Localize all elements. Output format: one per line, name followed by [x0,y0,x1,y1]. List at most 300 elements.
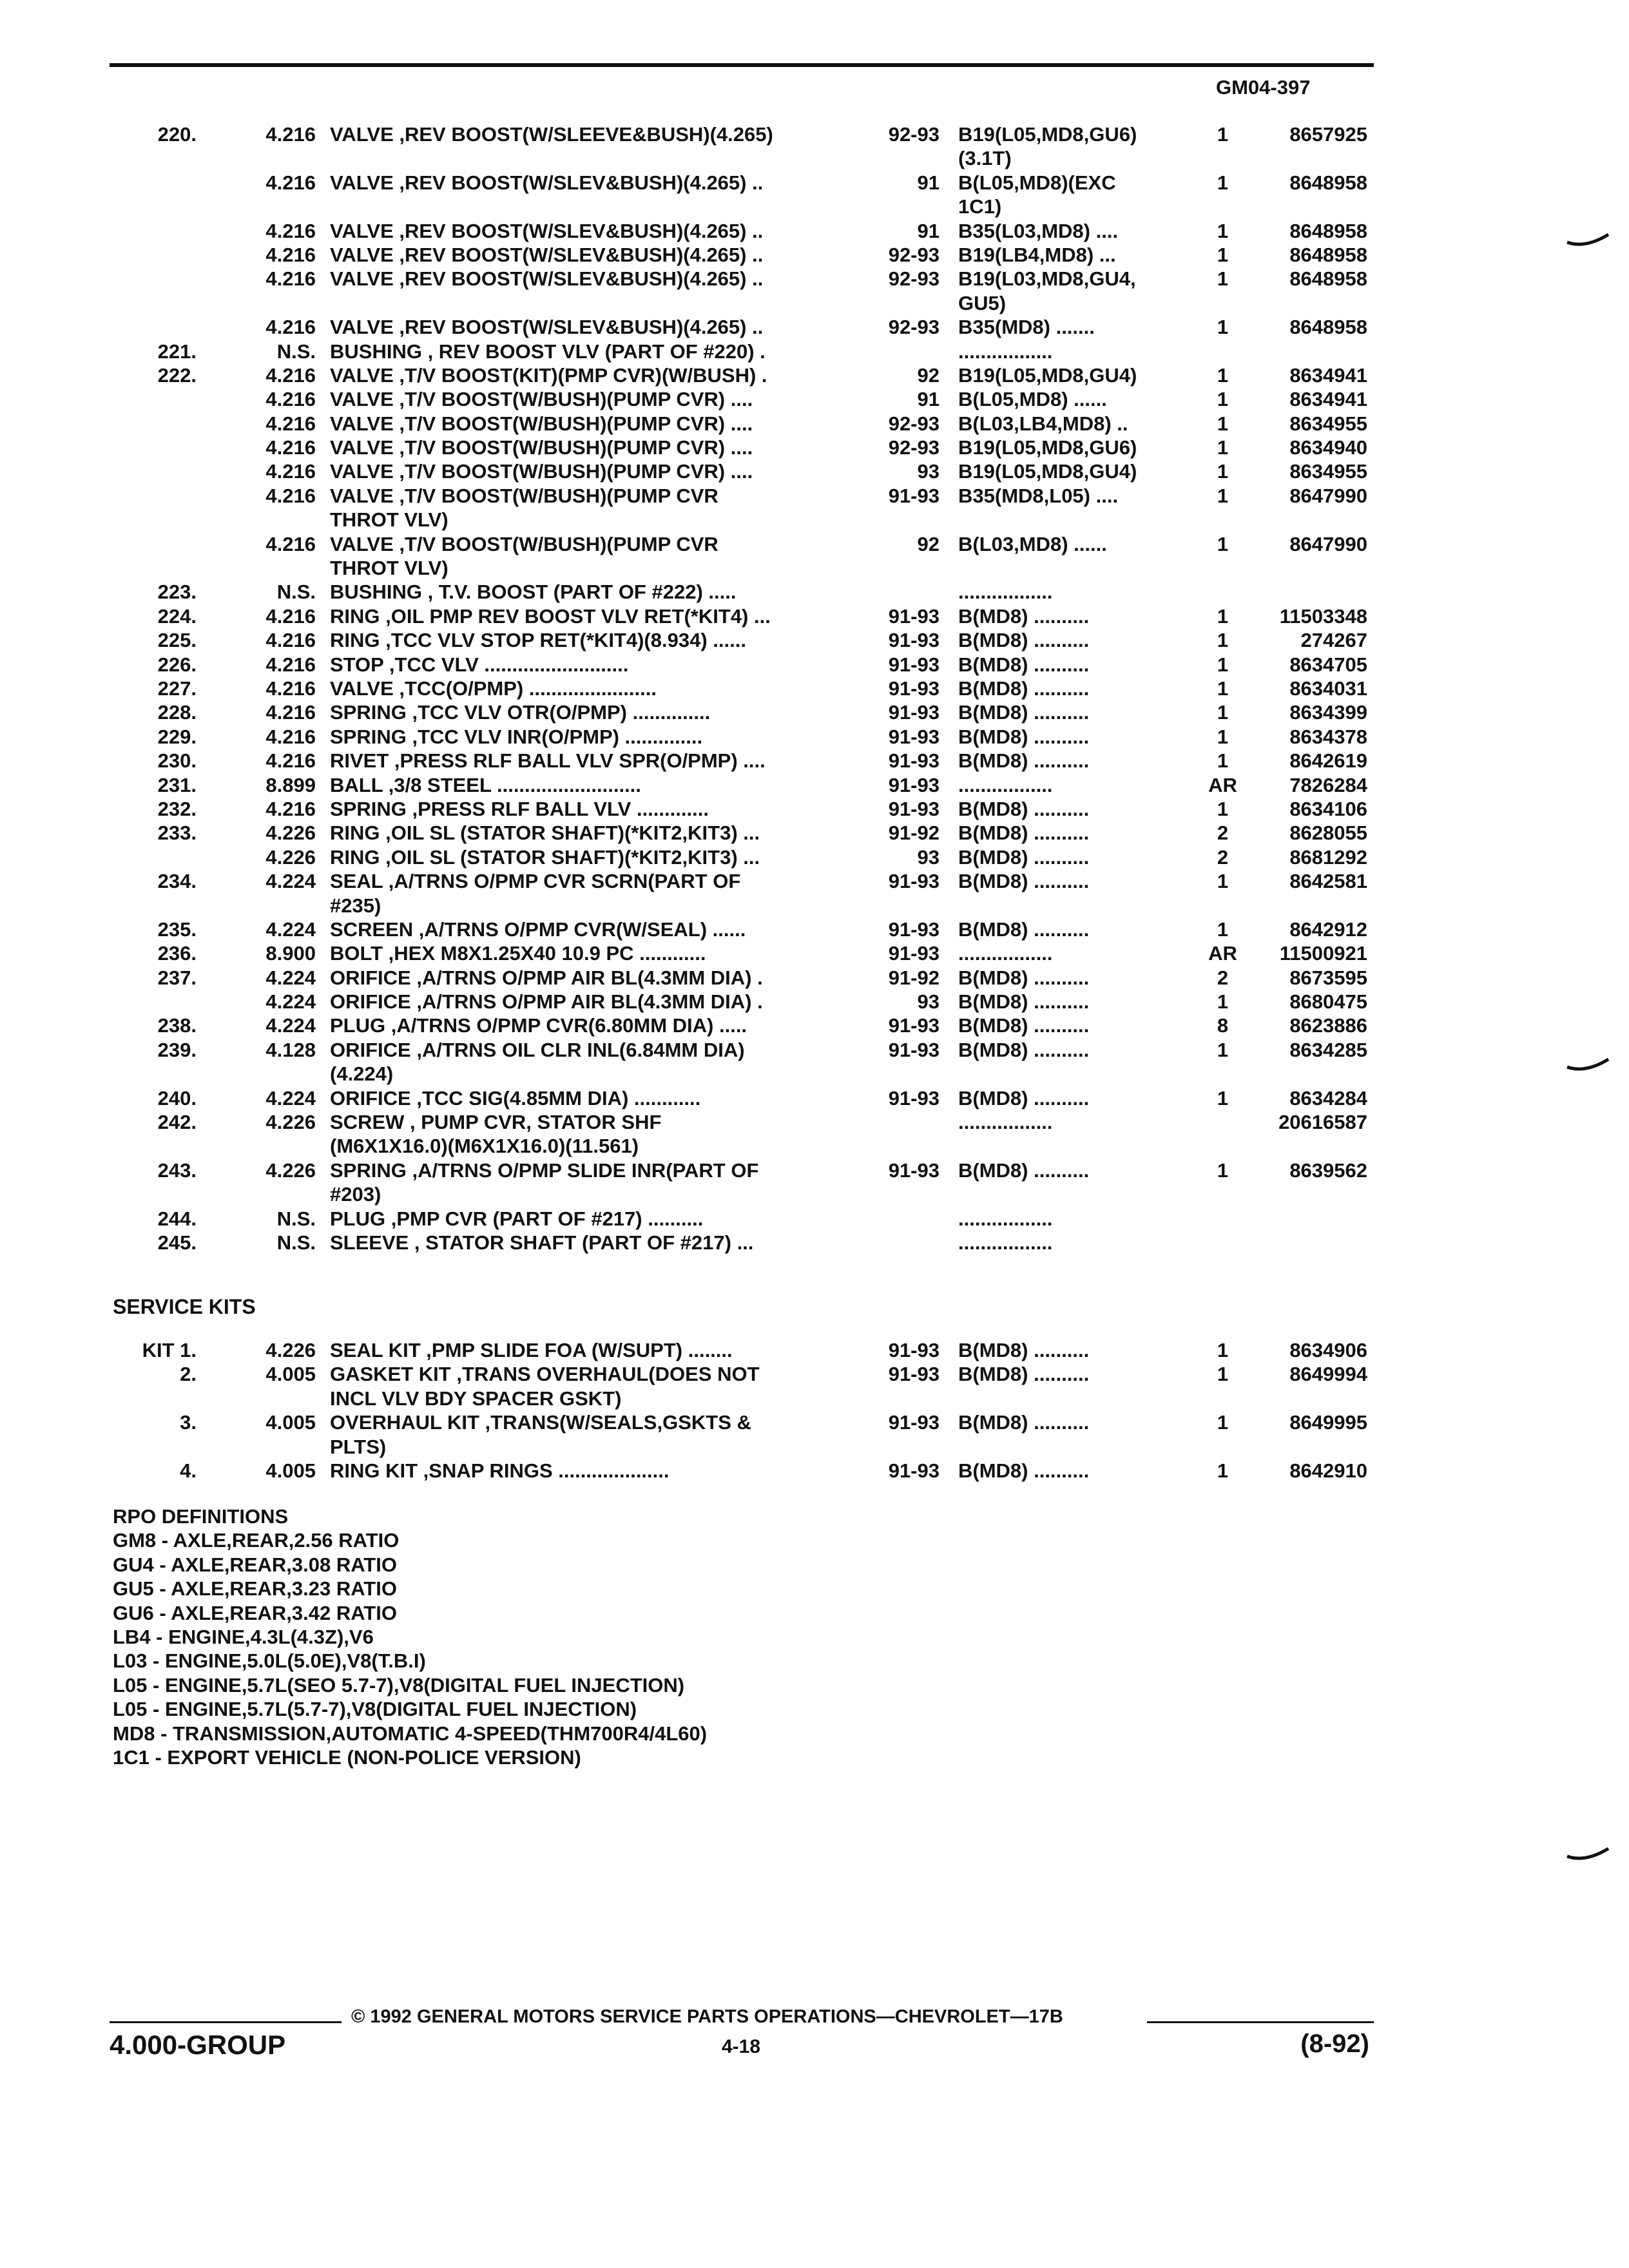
part-number: 8647990 [1289,532,1367,555]
quantity: 2 [1217,822,1229,845]
application: ................. [958,1111,1053,1134]
application: B(L05,MD8) ...... [958,388,1107,411]
table-row [0,315,1629,339]
model-years: 91-93 [888,1014,940,1037]
ref-number: 236. [157,942,197,965]
table-row [0,941,1629,965]
quantity: 1 [1217,653,1229,676]
part-number: 8642581 [1289,870,1367,893]
application: B(L05,MD8)(EXC [958,171,1116,194]
rpo-item: GU5 - AXLE,REAR,3.23 RATIO [113,1577,397,1600]
table-row [0,604,1629,628]
description: SPRING ,A/TRNS O/PMP SLIDE INR(PART OF [330,1158,759,1182]
group-number: 4.216 [265,363,316,387]
part-number: 11503348 [1279,604,1367,628]
part-number: 8623886 [1289,1014,1367,1037]
ref-number: 4. [180,1459,197,1482]
group-number: N.S. [276,1207,316,1230]
quantity: 1 [1217,1459,1229,1482]
group-number: 4.226 [265,1111,316,1134]
application: B(MD8) .......... [958,1459,1090,1482]
table-row [0,797,1629,821]
description: VALVE ,T/V BOOST(KIT)(PMP CVR)(W/BUSH) . [330,363,767,387]
application: B(MD8) .......... [958,966,1090,989]
application: B(MD8) .......... [958,918,1090,941]
table-row [0,845,1629,869]
description: (4.224) [330,1062,394,1086]
margin-tick-mark [1566,232,1611,251]
model-years: 91-93 [888,1086,940,1110]
part-number: 8634031 [1289,677,1367,700]
model-years: 93 [917,460,940,483]
group-number: 4.216 [265,267,316,291]
description: SCREEN ,A/TRNS O/PMP CVR(W/SEAL) ...... [330,918,746,941]
application: B(MD8) .......... [958,604,1090,628]
model-years: 91-92 [888,966,940,989]
ref-number: 227. [157,677,197,700]
group-number: 4.216 [265,725,316,748]
application: ................. [958,773,1053,796]
application: B(MD8) .......... [958,677,1090,700]
model-years: 91-93 [888,918,940,941]
table-row [0,1110,1629,1134]
application: B19(L05,MD8,GU4) [958,460,1137,483]
ref-number: 2. [180,1363,197,1386]
group-number: 4.005 [265,1459,316,1482]
model-years: 91-93 [888,1411,940,1434]
part-number: 8634941 [1289,363,1367,387]
description: SPRING ,PRESS RLF BALL VLV ............. [330,797,709,820]
group-number: 4.216 [265,219,316,242]
ref-number: 228. [157,701,197,724]
quantity: 1 [1217,725,1229,748]
footer-date: (8-92) [1300,2030,1369,2058]
ref-number: 234. [157,870,197,893]
ref-number: 220. [157,123,197,146]
part-number: 8649994 [1289,1363,1367,1386]
description: BUSHING , T.V. BOOST (PART OF #222) ..... [330,581,737,604]
rpo-item: 1C1 - EXPORT VEHICLE (NON-POLICE VERSION) [113,1746,581,1769]
ref-number: 243. [157,1158,197,1182]
table-row [0,412,1629,436]
group-number: 4.005 [265,1411,316,1434]
application: ................. [958,581,1053,604]
group-number: 4.216 [265,123,316,146]
part-number: 8634106 [1289,797,1367,820]
table-row [0,628,1629,652]
table-row [0,1134,1629,1158]
quantity: 1 [1217,436,1229,459]
application: ................. [958,340,1053,363]
group-number: N.S. [276,1231,316,1254]
group-number: 4.216 [265,436,316,459]
table-row [0,243,1629,267]
description: VALVE ,TCC(O/PMP) ....................... [330,677,657,700]
table-row [0,1338,1629,1362]
quantity: 1 [1217,316,1229,339]
description: BALL ,3/8 STEEL .......................... [330,773,641,796]
rpo-item: GU6 - AXLE,REAR,3.42 RATIO [113,1601,397,1624]
table-row [0,363,1629,387]
ref-number: 238. [157,1014,197,1037]
model-years: 91-93 [888,1459,940,1482]
group-number: 4.224 [265,1086,316,1110]
description: THROT VLV) [330,557,448,580]
description: VALVE ,REV BOOST(W/SLEV&BUSH)(4.265) .. [330,171,764,194]
model-years: 92 [917,532,940,555]
rpo-item: GM8 - AXLE,REAR,2.56 RATIO [113,1529,400,1552]
quantity: 2 [1217,966,1229,989]
quantity: 8 [1217,1014,1229,1037]
ref-number: 222. [157,363,197,387]
quantity: 1 [1217,123,1229,146]
group-number: 4.226 [265,1158,316,1182]
rpo-item: L05 - ENGINE,5.7L(5.7-7),V8(DIGITAL FUEL INJECTION) [113,1698,637,1721]
footer-page-number: 4-18 [722,2036,761,2057]
top-rule [110,63,1374,67]
model-years: 91-93 [888,942,940,965]
model-years: 91 [917,388,940,411]
application: ................. [958,942,1053,965]
table-row [0,869,1629,893]
description: RING ,OIL PMP REV BOOST VLV RET(*KIT4) ... [330,604,771,628]
table-row [0,1086,1629,1110]
part-number: 8634955 [1289,412,1367,435]
ref-number: 3. [180,1411,197,1434]
ref-number: 240. [157,1086,197,1110]
description: (M6X1X16.0)(M6X1X16.0)(11.561) [330,1135,639,1158]
application: B(L03,LB4,MD8) .. [958,412,1128,435]
description: RIVET ,PRESS RLF BALL VLV SPR(O/PMP) .... [330,749,766,773]
ref-number: 224. [157,604,197,628]
model-years: 92 [917,363,940,387]
description: STOP ,TCC VLV .......................... [330,653,629,676]
ref-number: 231. [157,773,197,796]
table-row [0,195,1629,218]
table-row [0,146,1629,170]
description: #203) [330,1183,381,1206]
table-row [0,508,1629,532]
description: VALVE ,T/V BOOST(W/BUSH)(PUMP CVR) .... [330,388,753,411]
model-years: 91-93 [888,1038,940,1061]
quantity: 1 [1217,412,1229,435]
quantity: 1 [1217,677,1229,700]
rpo-item: MD8 - TRANSMISSION,AUTOMATIC 4-SPEED(THM700R4/4L60) [113,1722,708,1745]
rpo-title: RPO DEFINITIONS [113,1505,289,1528]
part-number: 8634906 [1289,1339,1367,1361]
application: B(MD8) .......... [958,990,1090,1014]
service-kits-table [0,1338,1629,1483]
description: THROT VLV) [330,508,448,532]
description: VALVE ,REV BOOST(W/SLEEVE&BUSH)(4.265) [330,123,773,146]
group-number: 8.899 [265,773,316,796]
ref-number: 242. [157,1111,197,1134]
description: SEAL ,A/TRNS O/PMP CVR SCRN(PART OF [330,870,741,893]
table-row [0,484,1629,508]
table-row [0,267,1629,291]
table-row [0,1435,1629,1459]
group-number: N.S. [276,340,316,363]
footer-copyright: © 1992 GENERAL MOTORS SERVICE PARTS OPERATIONS—CHEVROLET—17B [351,2006,1063,2027]
application: B19(L03,MD8,GU4, [958,267,1136,291]
table-row [0,1014,1629,1037]
description: ORIFICE ,A/TRNS OIL CLR INL(6.84MM DIA) [330,1038,745,1061]
margin-tick-mark [1566,1057,1611,1076]
application: B(MD8) .......... [958,1411,1090,1434]
quantity: 1 [1217,1086,1229,1110]
quantity: 1 [1217,1339,1229,1361]
part-number: 8634955 [1289,460,1367,483]
group-number: 4.216 [265,532,316,555]
quantity: 1 [1217,701,1229,724]
footer-rule-right [1147,2021,1374,2023]
table-row [0,749,1629,773]
group-number: 8.900 [265,942,316,965]
model-years: 92-93 [888,316,940,339]
description: SPRING ,TCC VLV INR(O/PMP) .............. [330,725,703,748]
rpo-item: L03 - ENGINE,5.0L(5.0E),V8(T.B.I) [113,1649,426,1673]
description: GASKET KIT ,TRANS OVERHAUL(DOES NOT [330,1363,760,1386]
part-number: 8680475 [1289,990,1367,1014]
part-number: 8634284 [1289,1086,1367,1110]
group-number: 4.216 [265,171,316,194]
part-number: 8639562 [1289,1158,1367,1182]
table-row [0,966,1629,990]
model-years: 91-93 [888,653,940,676]
rpo-item: L05 - ENGINE,5.7L(SEO 5.7-7),V8(DIGITAL FUEL INJECTION) [113,1673,685,1696]
quantity: 1 [1217,460,1229,483]
application: B(MD8) .......... [958,629,1090,652]
description: #235) [330,894,381,917]
part-number: 8648958 [1289,316,1367,339]
ref-number: 233. [157,822,197,845]
description: PLTS) [330,1435,387,1458]
description: RING KIT ,SNAP RINGS .................... [330,1459,670,1482]
part-number: 274267 [1300,629,1367,652]
group-number: 4.128 [265,1038,316,1061]
quantity: 1 [1217,243,1229,266]
description: RING ,OIL SL (STATOR SHAFT)(*KIT2,KIT3) ... [330,845,760,869]
description: VALVE ,T/V BOOST(W/BUSH)(PUMP CVR [330,484,718,507]
description: VALVE ,T/V BOOST(W/BUSH)(PUMP CVR) .... [330,412,753,435]
table-row [0,1231,1629,1254]
group-number: 4.216 [265,629,316,652]
application: B(MD8) .......... [958,701,1090,724]
description: VALVE ,REV BOOST(W/SLEV&BUSH)(4.265) .. [330,243,764,266]
quantity: 1 [1217,990,1229,1014]
model-years: 92-93 [888,267,940,291]
part-number: 8634399 [1289,701,1367,724]
ref-number: 245. [157,1231,197,1254]
table-row [0,436,1629,459]
group-number: 4.216 [265,701,316,724]
table-row [0,1062,1629,1086]
description: OVERHAUL KIT ,TRANS(W/SEALS,GSKTS & [330,1411,751,1434]
quantity: 1 [1217,797,1229,820]
margin-tick-mark [1566,1846,1611,1865]
group-number: 4.216 [265,316,316,339]
part-number: 8681292 [1289,845,1367,869]
description: RING ,OIL SL (STATOR SHAFT)(*KIT2,KIT3) ... [330,822,760,845]
application: B(MD8) .......... [958,1086,1090,1110]
ref-number: 226. [157,653,197,676]
part-number: 8642910 [1289,1459,1367,1482]
description: RING ,TCC VLV STOP RET(*KIT4)(8.934) ...... [330,629,746,652]
part-number: 8648958 [1289,219,1367,242]
ref-number: 237. [157,966,197,989]
quantity: 1 [1217,388,1229,411]
table-row [0,1362,1629,1386]
part-number: 8649995 [1289,1411,1367,1434]
model-years: 91-93 [888,749,940,773]
table-row [0,821,1629,845]
application: B(MD8) .......... [958,822,1090,845]
quantity: 1 [1217,484,1229,507]
description: PLUG ,PMP CVR (PART OF #217) .......... [330,1207,704,1230]
model-years: 91-93 [888,701,940,724]
group-number: 4.216 [265,653,316,676]
application: B(MD8) .......... [958,1038,1090,1061]
table-row [0,894,1629,918]
table-row [0,219,1629,243]
quantity: 1 [1217,918,1229,941]
model-years: 91-93 [888,629,940,652]
quantity: 1 [1217,1038,1229,1061]
group-number: N.S. [276,581,316,604]
rpo-item: LB4 - ENGINE,4.3L(4.3Z),V6 [113,1626,374,1649]
application: B(MD8) .......... [958,1363,1090,1386]
application: B(MD8) .......... [958,870,1090,893]
ref-number: 225. [157,629,197,652]
group-number: 4.224 [265,918,316,941]
part-number: 8642912 [1289,918,1367,941]
ref-number: 223. [157,581,197,604]
model-years: 93 [917,990,940,1014]
application: B(MD8) .......... [958,653,1090,676]
quantity: 1 [1217,749,1229,773]
rpo-list [113,1528,707,1769]
part-number: 8673595 [1289,966,1367,989]
description: VALVE ,REV BOOST(W/SLEV&BUSH)(4.265) .. [330,316,764,339]
group-number: 4.216 [265,484,316,507]
application: 1C1) [958,195,1002,218]
description: BOLT ,HEX M8X1.25X40 10.9 PC ............ [330,942,706,965]
group-number: 4.005 [265,1363,316,1386]
part-number: 8648958 [1289,171,1367,194]
table-row [0,122,1629,146]
group-number: 4.216 [265,677,316,700]
table-row [0,1459,1629,1483]
description: ORIFICE ,TCC SIG(4.85MM DIA) ............ [330,1086,701,1110]
quantity: 2 [1217,845,1229,869]
model-years: 91-93 [888,773,940,796]
group-number: 4.216 [265,797,316,820]
quantity: 1 [1217,1411,1229,1434]
quantity: 1 [1217,604,1229,628]
part-number: 8647990 [1289,484,1367,507]
quantity: AR [1208,773,1237,796]
table-row [0,677,1629,700]
table-row [0,700,1629,724]
quantity: 1 [1217,171,1229,194]
application: B19(L05,MD8,GU6) [958,436,1137,459]
group-number: 4.224 [265,990,316,1014]
description: VALVE ,REV BOOST(W/SLEV&BUSH)(4.265) .. [330,219,764,242]
description: VALVE ,T/V BOOST(W/BUSH)(PUMP CVR) .... [330,460,753,483]
description: SPRING ,TCC VLV OTR(O/PMP) .............. [330,701,711,724]
table-row [0,387,1629,411]
description: SLEEVE , STATOR SHAFT (PART OF #217) ... [330,1231,754,1254]
ref-number: 230. [157,749,197,773]
part-number: 8648958 [1289,267,1367,291]
part-number: 7826284 [1289,773,1367,796]
table-row [0,1038,1629,1062]
model-years: 91-92 [888,822,940,845]
part-number: 8628055 [1289,822,1367,845]
ref-number: KIT 1. [142,1339,197,1361]
model-years: 91-93 [888,1158,940,1182]
group-number: 4.226 [265,845,316,869]
quantity: 1 [1217,219,1229,242]
description: SEAL KIT ,PMP SLIDE FOA (W/SUPT) ........ [330,1339,733,1361]
model-years: 91-93 [888,725,940,748]
service-kits-title: SERVICE KITS [113,1295,256,1318]
table-row [0,556,1629,580]
table-row [0,171,1629,195]
description: INCL VLV BDY SPACER GSKT) [330,1387,622,1410]
rpo-item: GU4 - AXLE,REAR,3.08 RATIO [113,1553,397,1576]
group-number: 4.226 [265,822,316,845]
description: ORIFICE ,A/TRNS O/PMP AIR BL(4.3MM DIA) . [330,966,763,989]
description: VALVE ,T/V BOOST(W/BUSH)(PUMP CVR [330,532,718,555]
table-row [0,340,1629,363]
model-years: 92-93 [888,243,940,266]
rpo-definitions [113,1504,707,1769]
group-number: 4.216 [265,243,316,266]
ref-number: 229. [157,725,197,748]
table-row [0,1182,1629,1206]
table-row [0,653,1629,677]
application: B(MD8) .......... [958,749,1090,773]
part-number: 8634705 [1289,653,1367,676]
table-row [0,1207,1629,1231]
parts-table [0,122,1629,1254]
model-years: 92-93 [888,412,940,435]
model-years: 93 [917,845,940,869]
table-row [0,291,1629,315]
table-row [0,918,1629,941]
model-years: 92-93 [888,123,940,146]
model-years: 92-93 [888,436,940,459]
quantity: 1 [1217,629,1229,652]
part-number: 8657925 [1289,123,1367,146]
group-number: 4.216 [265,604,316,628]
group-number: 4.224 [265,966,316,989]
application: ................. [958,1207,1053,1230]
application: B(MD8) .......... [958,1158,1090,1182]
table-row [0,1158,1629,1182]
table-row [0,1387,1629,1410]
application: B35(MD8) ....... [958,316,1095,339]
description: VALVE ,T/V BOOST(W/BUSH)(PUMP CVR) .... [330,436,753,459]
document-id: GM04-397 [1216,76,1311,99]
model-years: 91 [917,171,940,194]
application: B(MD8) .......... [958,1014,1090,1037]
quantity: 1 [1217,363,1229,387]
description: VALVE ,REV BOOST(W/SLEV&BUSH)(4.265) .. [330,267,764,291]
model-years: 91-93 [888,677,940,700]
footer-group-label: 4.000-GROUP [110,2030,286,2060]
